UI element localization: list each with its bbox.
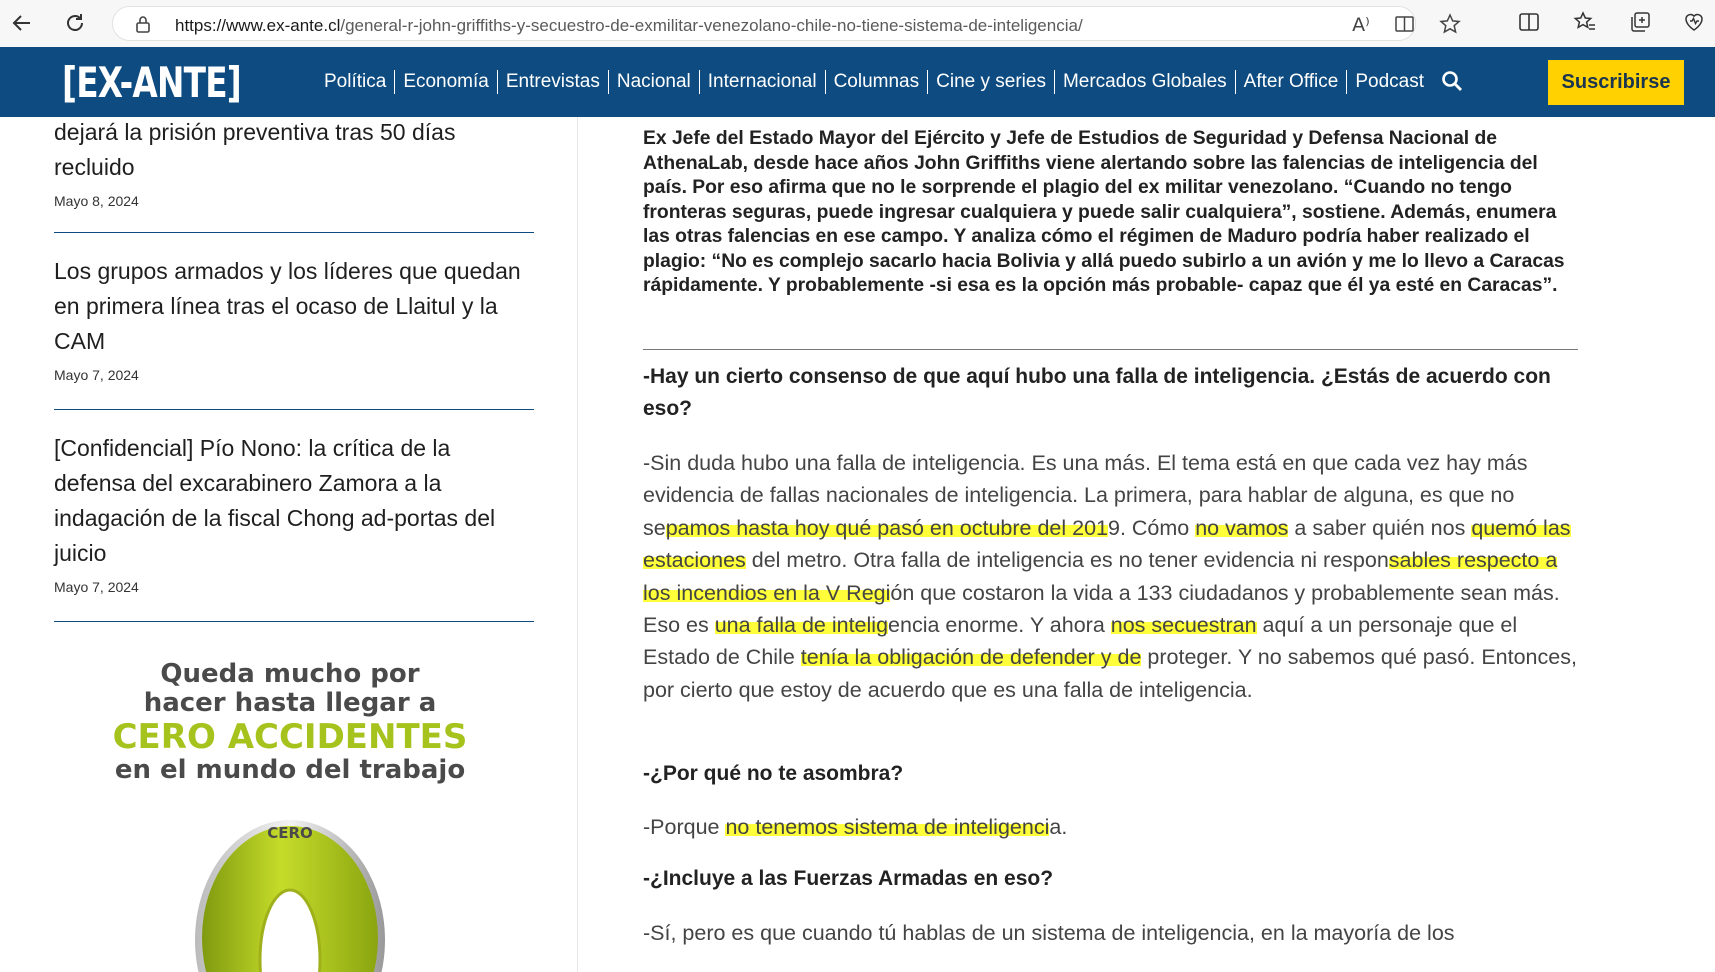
- nav-item-politica[interactable]: Política: [318, 70, 395, 94]
- text-segment: proteger. Y no sabemos qué pasó. Entonces, por cierto que estoy de acuerdo que es una falla de inteligencia.: [643, 645, 1577, 702]
- highlighted-text: no tenemos sistema de inteligenci: [725, 815, 1050, 839]
- search-icon[interactable]: [1440, 69, 1464, 93]
- text-segment: a.: [1049, 815, 1068, 839]
- highlighted-text: una falla de intelig: [714, 613, 889, 638]
- sidebar-divider: [54, 409, 534, 410]
- back-arrow-icon[interactable]: [7, 8, 37, 38]
- nav-item-internacional[interactable]: Internacional: [700, 70, 826, 94]
- reload-icon[interactable]: [60, 8, 90, 38]
- lock-icon[interactable]: [135, 15, 151, 33]
- article-lead: Ex Jefe del Estado Mayor del Ejército y Jefe de Estudios de Seguridad y Defensa Nacional de AthenaLab, desde hace años John Griffiths viene alertando sobre las falencias de inteligencia del país. Por eso afirma que no le sorprende el plagio del ex militar venezolano. “Cuando no tengo fronteras seguras, puede ingresar cualquiera y puede salir cualquiera”, sostiene. Además, enumera las otras falencias en ese campo. Y analiza cómo el régimen de Maduro podría haber realizado el plagio: “No es complejo sacarlo hacia Bolivia y allá puedo subirlo a un avión y me lo llevo a Caracas rápidamente. Y probablemente -si esa es la opción más probable- capaz que él ya esté en Caracas”.: [643, 128, 1565, 296]
- sidebar-article[interactable]: [54, 254, 534, 383]
- text-segment: -Sin duda hubo una falla de inteligencia. Es una más. El tema está en que cada vez hay más evidencia de fallas nacionales de inteligencia. La primera, para hablar de alguna, es que no se: [643, 451, 1528, 540]
- highlighted-text: nos secuestran: [1110, 613, 1257, 638]
- sidebar-article[interactable]: [54, 431, 534, 595]
- nav-item-columnas[interactable]: Columnas: [826, 70, 929, 94]
- sidebar-article-date: Mayo 7, 2024: [54, 367, 139, 383]
- highlighted-text: sables respecto a los incendios en la V Regi: [643, 548, 1558, 605]
- nav-item-after-office[interactable]: After Office: [1236, 70, 1348, 94]
- text-segment: aquí a un personaje que el Estado de Chile: [643, 613, 1518, 670]
- sidebar-article-title[interactable]: Los grupos armados y los líderes que quedan en primera línea tras el ocaso de Llaitul y la CAM: [54, 258, 521, 354]
- favorites-icon[interactable]: [1571, 10, 1599, 38]
- nav-item-entrevistas[interactable]: Entrevistas: [498, 70, 609, 94]
- text-segment: ón que costaron la vida a 133 ciudadanos y probablemente sean más. Eso es: [643, 580, 1560, 638]
- sidebar-article-title[interactable]: dejará la prisión preventiva tras 50 días recluido: [54, 119, 456, 180]
- highlighted-text: pamos hasta hoy qué pasó en octubre del 201: [665, 515, 1108, 540]
- nav-item-nacional[interactable]: Nacional: [609, 70, 700, 94]
- url-domain: https://www.ex-ante.cl: [175, 16, 341, 35]
- text-segment: 9. Cómo: [1107, 515, 1196, 540]
- answer-2: [643, 811, 1578, 843]
- nav-item-podcast[interactable]: Podcast: [1355, 71, 1424, 92]
- url-text[interactable]: [175, 16, 1083, 36]
- browser-toolbar: [0, 0, 1715, 47]
- text-segment: a saber quién nos: [1288, 515, 1472, 540]
- sidebar-article-title[interactable]: [Confidencial] Pío Nono: la crítica de la defensa del excarabinero Zamora a la indagación de la fiscal Chong ad-portas del juicio: [54, 435, 496, 566]
- url-path: /general-r-john-griffiths-y-secuestro-de-exmilitar-venezolano-chile-no-tiene-sistema-de-inteligencia/: [340, 16, 1083, 35]
- address-bar[interactable]: [112, 6, 1416, 41]
- text-segment: -Porque: [643, 815, 726, 839]
- answer-3: -Sí, pero es que cuando tú hablas de un sistema de inteligencia, en la mayoría de los: [643, 921, 1455, 945]
- question-2: -¿Por qué no te asombra?: [643, 762, 904, 785]
- sidebar-article[interactable]: [54, 117, 534, 209]
- nav-item-mercados-globales[interactable]: Mercados Globales: [1055, 70, 1236, 94]
- browser-essentials-icon[interactable]: [1680, 10, 1708, 38]
- ad-text-line: hacer hasta llegar a: [143, 688, 437, 718]
- article-divider: [643, 349, 1578, 350]
- text-segment: del metro. Otra falla de inteligencia es no tener evidencia ni respon: [745, 548, 1389, 573]
- ad-text-line: Queda mucho por: [160, 659, 420, 689]
- ad-headline: CERO ACCIDENTES: [112, 717, 468, 757]
- answer-1: [643, 447, 1578, 706]
- collections-icon[interactable]: [1626, 10, 1654, 38]
- sidebar-article-date: Mayo 8, 2024: [54, 193, 139, 209]
- highlighted-text: quemó las estaciones: [643, 515, 1571, 573]
- text-segment: encia enorme. Y ahora: [888, 613, 1111, 638]
- question-1: -Hay un cierto consenso de que aquí hubo una falla de inteligencia. ¿Estás de acuerdo con eso?: [643, 365, 1551, 420]
- ad-banner[interactable]: [110, 660, 470, 972]
- nav-item-economia[interactable]: Economía: [395, 70, 498, 94]
- split-screen-icon[interactable]: [1515, 10, 1543, 38]
- nav-item-cine-y-series[interactable]: Cine y series: [928, 70, 1055, 94]
- site-header: [0, 47, 1715, 117]
- sidebar: [0, 117, 578, 972]
- sidebar-divider: [54, 621, 534, 622]
- highlighted-text: tenía la obligación de defender y de: [800, 645, 1142, 670]
- sidebar-divider: [54, 232, 534, 233]
- read-aloud-icon[interactable]: A⁾: [1352, 14, 1370, 36]
- immersive-reader-icon[interactable]: [1393, 13, 1417, 37]
- question-3: -¿Incluye a las Fuerzas Armadas en eso?: [643, 867, 1054, 890]
- favorite-star-icon[interactable]: [1438, 13, 1462, 37]
- sidebar-article-date: Mayo 7, 2024: [54, 579, 139, 595]
- ad-text-line: en el mundo del trabajo: [114, 755, 466, 785]
- ad-badge-text: CERO: [267, 824, 313, 842]
- subscribe-button[interactable]: Suscribirse: [1548, 60, 1684, 105]
- main-nav: [318, 47, 1432, 117]
- highlighted-text: no vamos: [1195, 515, 1289, 540]
- site-logo[interactable]: [EX-ANTE]: [62, 57, 241, 107]
